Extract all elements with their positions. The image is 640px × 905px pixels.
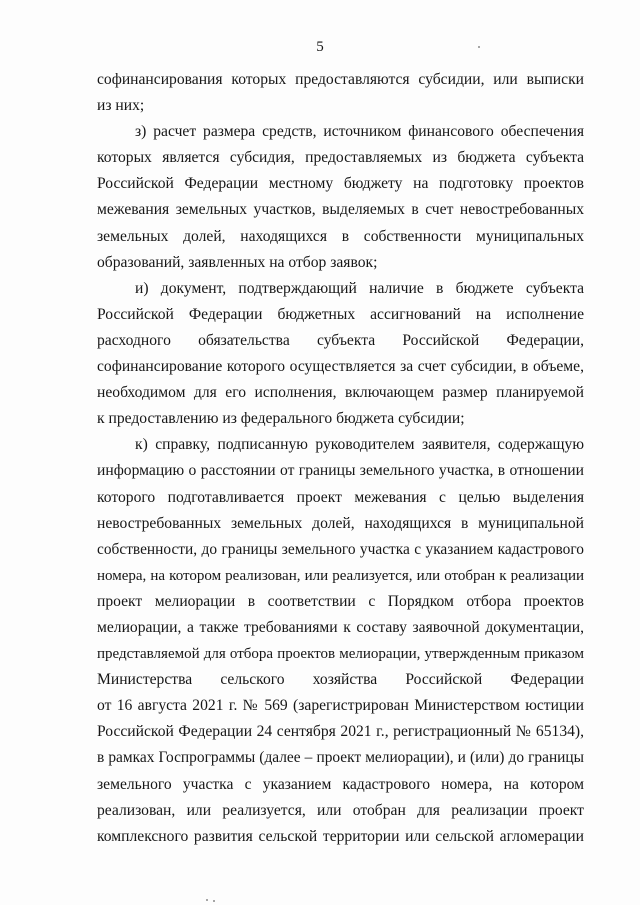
text-line: софинансирование которого осуществляется за счет субсидии, в объеме, [97, 358, 584, 376]
text-line: которого подготавливается проект межевания с целью выделения [97, 488, 584, 506]
text-line: Министерства сельского хозяйства Российской Федерации [97, 671, 584, 689]
text-line: софинансирования которых предоставляются субсидии, или выписки [97, 71, 584, 88]
text-line: в рамках Госпрограммы (далее – проект мелиорации), и (или) до границы [97, 749, 584, 767]
text-line: земельного участка с указанием кадастрового номера, на котором [97, 775, 584, 793]
text-line: образований, заявленных на отбор заявок; [97, 253, 378, 271]
body-text [97, 67, 584, 850]
text-line: к предоставлению из федерального бюджета субсидии; [97, 410, 465, 428]
text-line: представляемой для отбора проектов мелиорации, утвержденным приказом [97, 646, 584, 663]
text-line: номера, на котором реализован, или реализуется, или отобран к реализации [97, 567, 584, 584]
text-line: реализован, или реализуется, или отобран для реализации проект [97, 801, 584, 819]
scan-speck [213, 900, 215, 902]
text-line: мелиорации, а также требованиями к составу заявочной документации, [97, 618, 584, 636]
text-line: от 16 августа 2021 г. № 569 (зарегистрирован Министерством юстиции [97, 697, 584, 715]
text-line: к) справку, подписанную руководителем заявителя, содержащую [135, 436, 584, 454]
text-line: Российской Федерации бюджетных ассигнований на исполнение [97, 305, 584, 323]
text-line: проект мелиорации в соответствии с Порядком отбора проектов [97, 592, 584, 610]
text-line: Российской Федерации 24 сентября 2021 г., регистрационный № 65134), [97, 723, 584, 741]
text-line: расходного обязательства субъекта Российской Федерации, [97, 331, 584, 349]
text-line: из них; [97, 97, 145, 115]
text-line: собственности, до границы земельного участка с указанием кадастрового [97, 540, 584, 558]
text-line: и) документ, подтверждающий наличие в бюджете субъекта [135, 279, 584, 297]
text-line: з) расчет размера средств, источником финансового обеспечения [135, 123, 584, 141]
text-line: земельных долей, находящихся в собственности муниципальных [97, 227, 584, 245]
scan-speck [478, 46, 480, 48]
text-line: невостребованных земельных долей, находящихся в муниципальной [97, 514, 584, 532]
text-line: Российской Федерации местному бюджету на подготовку проектов [97, 175, 584, 193]
text-line: которых является субсидия, предоставляемых из бюджета субъекта [97, 149, 584, 167]
text-line: комплексного развития сельской территории или сельской агломерации [97, 827, 584, 845]
page-number: 5 [316, 39, 324, 55]
text-line: необходимом для его исполнения, включающем размер планируемой [97, 384, 584, 402]
scan-speck [206, 899, 208, 901]
text-line: информацию о расстоянии от границы земельного участка, в отношении [97, 462, 584, 480]
text-line: межевания земельных участков, выделяемых в счет невостребованных [97, 201, 584, 219]
